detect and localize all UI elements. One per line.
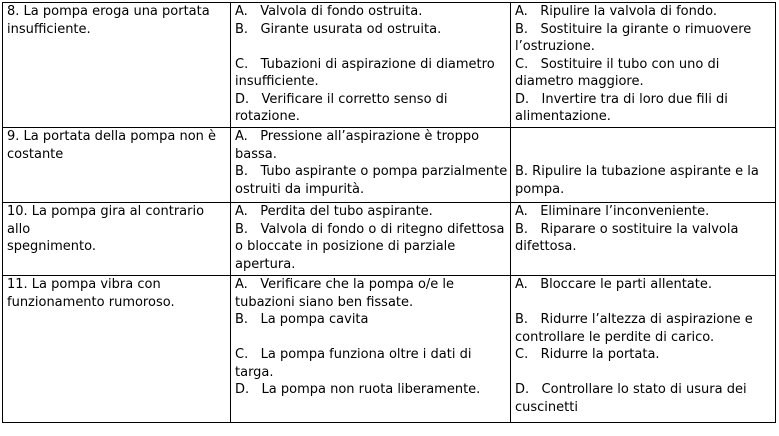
cause-c: C. La pompa funziona oltre i dati di targa. (235, 347, 476, 380)
cause-b: B. Valvola di fondo o di ritegno difettosa o bloccate in posizione di parziale apertura. (235, 221, 509, 272)
remedies-cell (511, 203, 776, 276)
remedy-a: A. Ripulire la valvola di fondo. (515, 4, 717, 19)
remedy-b: B. Ridurre l’altezza di aspirazione e controllare le perdite di carico. (515, 312, 757, 345)
table-row (3, 203, 776, 276)
spacer (235, 329, 508, 347)
cause-b: B. La pompa cavita (235, 312, 369, 327)
cause-a: A. Valvola di fondo ostruita. (235, 4, 423, 19)
problem-text: 8. La pompa eroga una portata insufficiente. (7, 4, 214, 37)
problem-line: spegnimento. (7, 239, 96, 254)
causes-cell (231, 128, 511, 203)
remedy-d: D. Invertire tra di loro due fili di alimentazione. (515, 91, 732, 124)
problem-cell (3, 3, 231, 128)
cause-b: B. Tubo aspirante o pompa parzialmente ostruiti da impurità. (235, 164, 512, 197)
cause-d: D. Verificare il corretto senso di rotazione. (235, 91, 452, 124)
remedies-cell (511, 128, 776, 203)
cause-c: C. Tubazioni di aspirazione di diametro insufficiente. (235, 56, 499, 89)
remedies-cell (511, 3, 776, 128)
problem-text: 11. La pompa vibra con funzionamento rumoroso. (7, 277, 175, 310)
problem-cell (3, 276, 231, 423)
cause-a: A. Perdita del tubo aspirante. (235, 204, 433, 219)
cause-d: D. La pompa non ruota liberamente. (235, 382, 481, 397)
troubleshooting-table (2, 2, 776, 423)
problem-text: 9. La portata della pompa non è costante (7, 129, 221, 162)
problem-line: allo (7, 221, 31, 237)
cause-a: A. Pressione all’aspirazione è troppo bassa. (235, 129, 484, 162)
remedy-a: A. Eliminare l’inconveniente. (515, 204, 710, 219)
problem-cell (3, 128, 231, 203)
remedy-a: A. Bloccare le parti allentate. (515, 277, 712, 292)
remedy-b: B. Ripulire la tubazione aspirante e la pompa. (515, 164, 763, 197)
remedy-c: C. Ridurre la portata. (515, 347, 660, 362)
remedy-b: B. Riparare o sostituire la valvola difettosa. (515, 221, 743, 254)
remedy-b: B. Sostituire la girante o rimuovere l’ostruzione. (515, 21, 756, 54)
spacer (515, 294, 773, 312)
remedies-cell (511, 276, 776, 423)
table-row (3, 276, 776, 423)
spacer (235, 38, 508, 56)
problem-line: 10. La pompa gira al contrario (7, 204, 205, 219)
remedy-d: D. Controllare lo stato di usura dei cuscinetti (515, 382, 751, 415)
spacer (515, 128, 773, 146)
table-row (3, 3, 776, 128)
problem-cell (3, 203, 231, 276)
causes-cell (231, 276, 511, 423)
causes-cell (231, 3, 511, 128)
causes-cell (231, 203, 511, 276)
table-row (3, 128, 776, 203)
spacer (515, 364, 773, 382)
spacer (515, 146, 773, 164)
cause-a: A. Verificare che la pompa o/e le tubazioni siano ben fissate. (235, 277, 459, 310)
remedy-c: C. Sostituire il tubo con uno di diametro maggiore. (515, 56, 724, 89)
cause-b: B. Girante usurata od ostruita. (235, 21, 442, 37)
